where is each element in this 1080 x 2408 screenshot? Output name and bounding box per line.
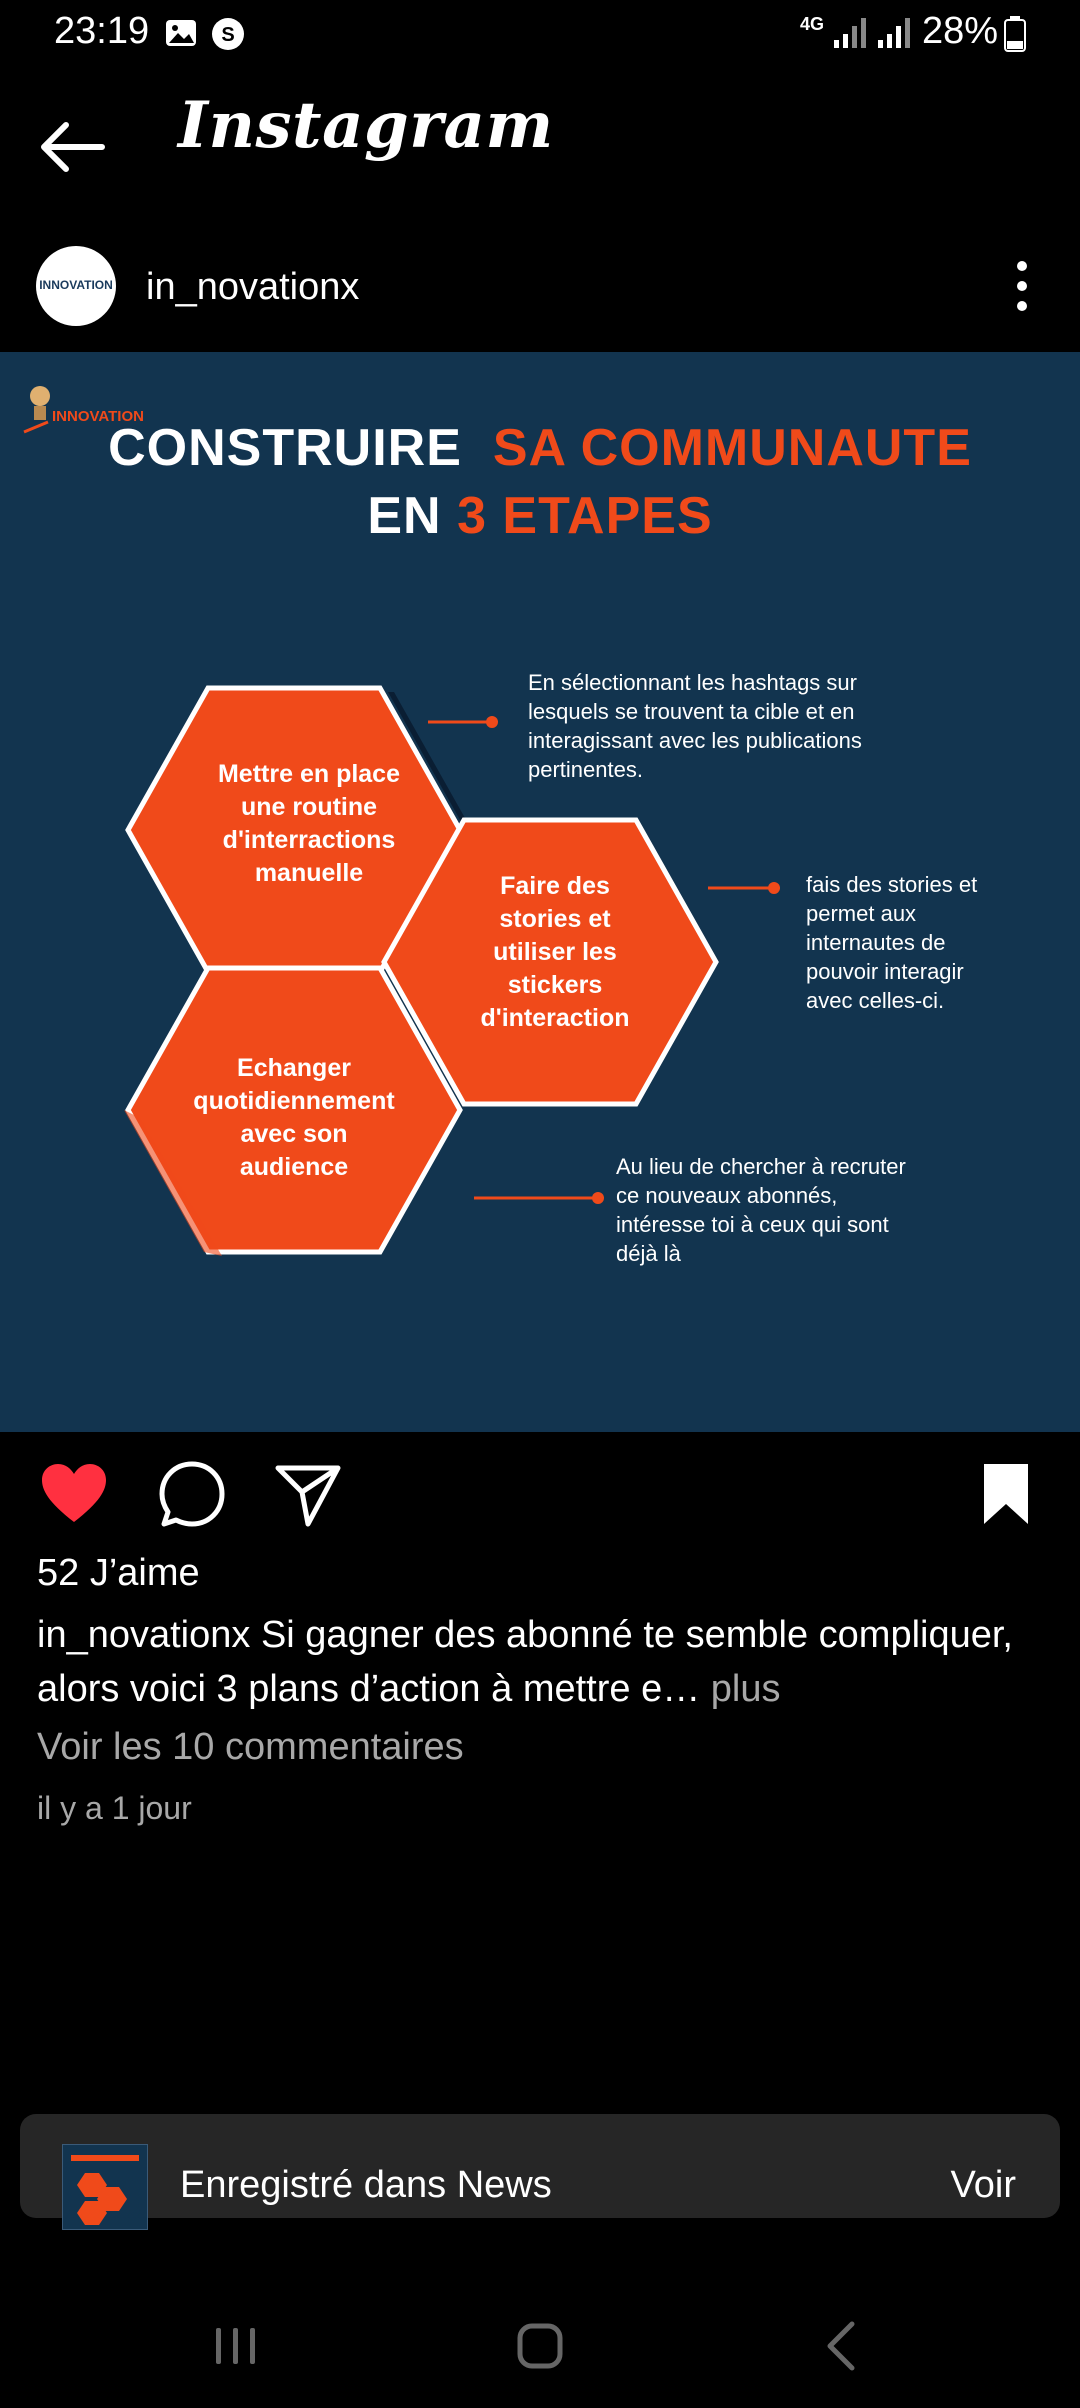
connector-dot-3 bbox=[592, 1192, 604, 1204]
share-send-icon[interactable] bbox=[272, 1458, 344, 1530]
title-white-1: CONSTRUIRE bbox=[108, 419, 462, 477]
shazam-notification-icon bbox=[210, 16, 246, 52]
signal-icon bbox=[832, 16, 868, 50]
saved-to-collection-toast bbox=[20, 2114, 1060, 2218]
post-image[interactable] bbox=[0, 352, 1080, 1432]
signal-icon-2 bbox=[876, 16, 912, 50]
post-username[interactable]: in_novationx bbox=[146, 266, 360, 308]
toast-message: Enregistré dans News bbox=[180, 2164, 552, 2206]
toast-view-button[interactable]: Voir bbox=[950, 2164, 1016, 2206]
battery-icon bbox=[1004, 16, 1026, 52]
connector-dot-1 bbox=[486, 716, 498, 728]
app-title: Instagram bbox=[178, 88, 554, 163]
like-heart-icon[interactable] bbox=[38, 1458, 110, 1530]
gallery-notification-icon bbox=[164, 16, 198, 50]
brand-logo-text: INNOVATION bbox=[52, 408, 144, 425]
back-chevron-icon[interactable] bbox=[814, 2316, 874, 2376]
caption-text: Si gagner des abonné te semble compliquer, alors voici 3 plans d’action à mettre e… bbox=[37, 1614, 1013, 1710]
post-caption[interactable] bbox=[37, 1608, 1047, 1716]
status-bar bbox=[0, 0, 1080, 70]
battery-percent: 28% bbox=[922, 10, 999, 52]
side-text-3: Au lieu de chercher à recruter ce nouveaux abonnés, intéresse toi à ceux qui sont déjà là bbox=[616, 1154, 906, 1266]
side-text-2: fais des stories et permet aux internautes de pouvoir interagir avec celles-ci. bbox=[806, 872, 978, 1013]
more-options-icon[interactable] bbox=[1000, 256, 1044, 316]
title-orange-2: 3 ETAPES bbox=[457, 487, 713, 545]
thumbnail-image bbox=[63, 2145, 147, 2229]
avatar[interactable] bbox=[36, 246, 116, 326]
back-button[interactable] bbox=[36, 110, 110, 184]
network-type-label: 4G bbox=[800, 14, 825, 34]
hexagon-1-text: Mettre en place une routine d'interractions manuelle bbox=[217, 760, 400, 887]
hexagon-3-text: Echanger quotidiennement avec son audience bbox=[193, 1054, 395, 1181]
post-timestamp: il y a 1 jour bbox=[37, 1790, 192, 1826]
caption-more-link[interactable]: plus bbox=[710, 1668, 781, 1710]
home-icon[interactable] bbox=[510, 2316, 570, 2376]
status-time: 23:19 bbox=[54, 10, 150, 52]
side-text-1: En sélectionnant les hashtags sur lesquels se trouvent ta cible et en interagissant avec les publications pertinentes. bbox=[528, 670, 862, 782]
toast-thumbnail bbox=[62, 2144, 148, 2230]
view-comments-link[interactable]: Voir les 10 commentaires bbox=[37, 1726, 464, 1768]
hexagon-2-text: Faire des stories et utiliser les stickers d'interaction bbox=[480, 872, 630, 1032]
recents-icon[interactable] bbox=[206, 2316, 266, 2376]
like-count[interactable]: 52 J’aime bbox=[37, 1552, 200, 1594]
avatar-logo-text: INNOVATION bbox=[39, 278, 113, 292]
comment-icon[interactable] bbox=[156, 1458, 228, 1530]
connector-dot-2 bbox=[768, 882, 780, 894]
caption-username[interactable]: in_novationx bbox=[37, 1614, 251, 1656]
bookmark-saved-icon[interactable] bbox=[970, 1458, 1042, 1530]
svg-text:S: S bbox=[221, 24, 235, 46]
title-white-2: EN bbox=[367, 487, 442, 545]
title-orange-1: SA COMMUNAUTE bbox=[492, 419, 972, 477]
